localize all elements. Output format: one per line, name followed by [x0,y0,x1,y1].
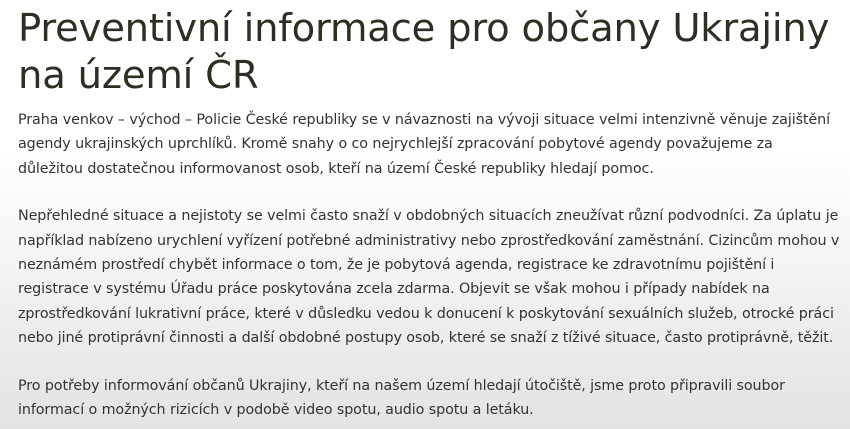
article-paragraph-materials: Pro potřeby informování občanů Ukrajiny, kteří na našem území hledají útočiště, jsme proto připravili soubor informací o možných rizicích v podobě video spotu, audio spotu a letáku. [18,377,785,419]
article-paragraph-scams: Nepřehledné situace a nejistoty se velmi často snaží v obdobných situacích zneužívat různí podvodníci. Za úplatu je například nabízeno urychlení vyřízení potřebné administrativy nebo zprostředkování zaměstnání. Cizincům mohou v neznámém prostředí chybět informace o tom, že je pobytová agenda, registrace ke zdravotnímu pojištění i registrace v systému Úřadu práce poskytována zcela zdarma. Objevit se však mohou i případy nabídek na zprostředkování lukrativní práce, které v důsledku vedou k donucení k poskytování sexuálních služeb, otrocké práci nebo jiné protiprávní činnosti a další obdobné postupy osob, které se snaží z tíživé situace, často protiprávně, těžit. [18,208,840,347]
article-paragraph-intro: Praha venkov – východ – Policie České republiky se v návaznosti na vývoji situace velmi intenzivně věnuje zajištění agendy ukrajinských uprchlíků. Kromě snahy o co nejrychlejší zpracování pobytové agendy považujeme za důležitou dostatečnou informovanost osob, kteří na území České republiky hledají pomoc. [18,112,830,177]
article-title: Preventivní informace pro občany Ukrajiny na území ČR [18,6,830,98]
article [18,0,842,422]
